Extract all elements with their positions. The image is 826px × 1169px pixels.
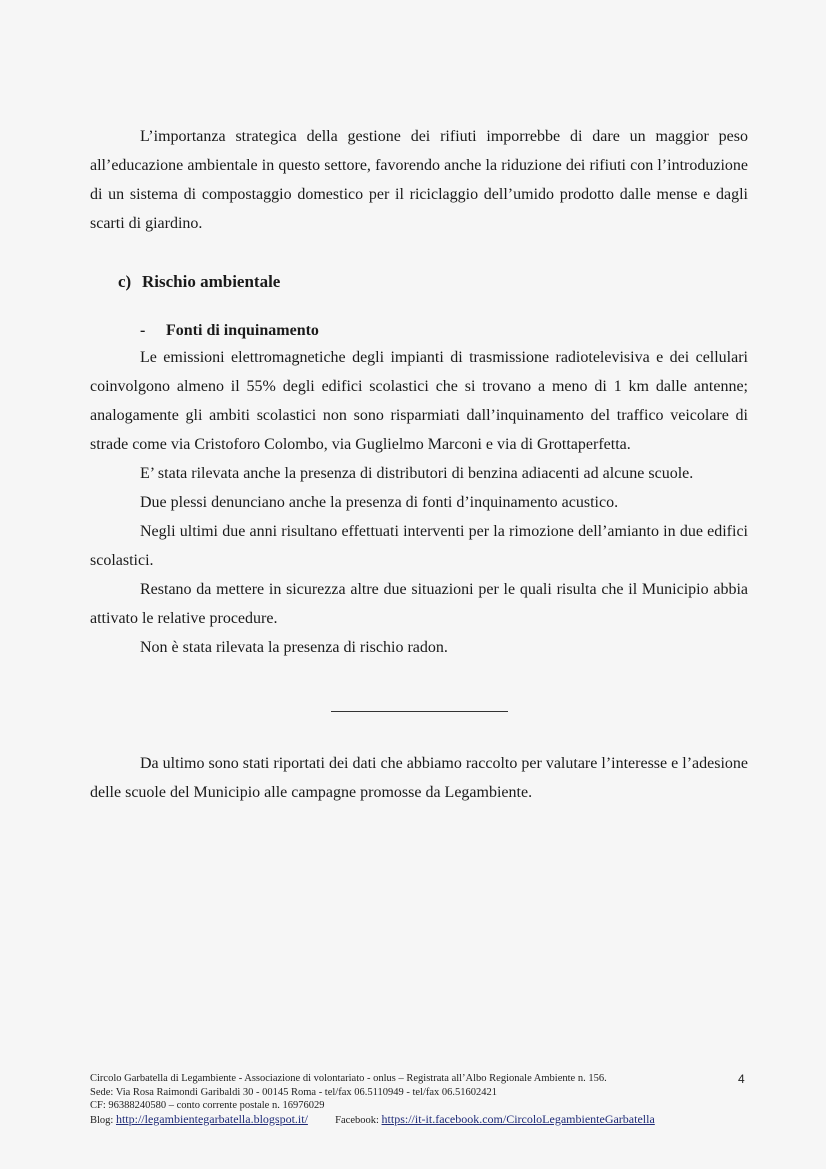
footer-association: Circolo Garbatella di Legambiente - Associazione di volontariato - onlus – Registrata all’Albo Regionale Ambiente n. 156.: [90, 1073, 607, 1084]
paragraph-waste-education: L’importanza strategica della gestione dei rifiuti imporrebbe di dare un maggior peso all’educazione ambientale in questo settore, favorendo anche la riduzione dei rifiuti con l’introduzione di un sistema di compostaggio domestico per il riciclaggio dell’umido prodotto dalle mense e dagli scarti di giardino.: [90, 128, 748, 232]
page-number: 4: [738, 1072, 745, 1086]
section-marker: c): [118, 272, 132, 291]
section-heading: [118, 270, 280, 294]
footer-links: [90, 1113, 740, 1128]
facebook-label: Facebook:: [335, 1114, 379, 1126]
subsection-dash: -: [140, 322, 146, 339]
paragraph-fuel-stations: E’ stata rilevata anche la presenza di distributori di benzina adiacenti ad alcune scuole.: [140, 465, 694, 482]
subsection-heading: [140, 319, 319, 343]
paragraph-emissions: Le emissioni elettromagnetiche degli impianti di trasmissione radiotelevisiva e dei cellulari coinvolgono almeno il 55% degli edifici scolastici che si trovano a meno di 1 km dalle antenne; analogamente gli ambiti scolastici non sono risparmiati dall’inquinamento del traffico veicolare di strade come via Cristoforo Colombo, via Guglielmo Marconi e via di Grottaperfetta.: [90, 349, 748, 453]
page-footer: [90, 1072, 740, 1127]
paragraph-campaigns: Da ultimo sono stati riportati dei dati che abbiamo raccolto per valutare l’interesse e l’adesione delle scuole del Municipio alle campagne promosse da Legambiente.: [90, 755, 748, 801]
paragraph-acoustic: Due plessi denunciano anche la presenza di fonti d’inquinamento acustico.: [140, 494, 619, 511]
section-title: Rischio ambientale: [142, 272, 281, 291]
blog-link[interactable]: http://legambientegarbatella.blogspot.it/: [115, 1111, 308, 1126]
section-divider: [331, 711, 508, 712]
blog-label: Blog:: [90, 1114, 114, 1126]
paragraph-safety: Restano da mettere in sicurezza altre due situazioni per le quali risulta che il Municipio abbia attivato le relative procedure.: [90, 581, 748, 627]
paragraph-asbestos: Negli ultimi due anni risultano effettuati interventi per la rimozione dell’amianto in due edifici scolastici.: [90, 523, 748, 569]
paragraph-radon: Non è stata rilevata la presenza di rischio radon.: [140, 639, 448, 656]
footer-address: Sede: Via Rosa Raimondi Garibaldi 30 - 00145 Roma - tel/fax 06.5110949 - tel/fax 06.51602421: [90, 1086, 498, 1098]
footer-fiscal: CF: 96388240580 – conto corrente postale n. 16976029: [90, 1100, 325, 1111]
subsection-title: Fonti di inquinamento: [166, 322, 319, 339]
facebook-link[interactable]: https://it-it.facebook.com/CircoloLegambienteGarbatella: [381, 1111, 655, 1126]
